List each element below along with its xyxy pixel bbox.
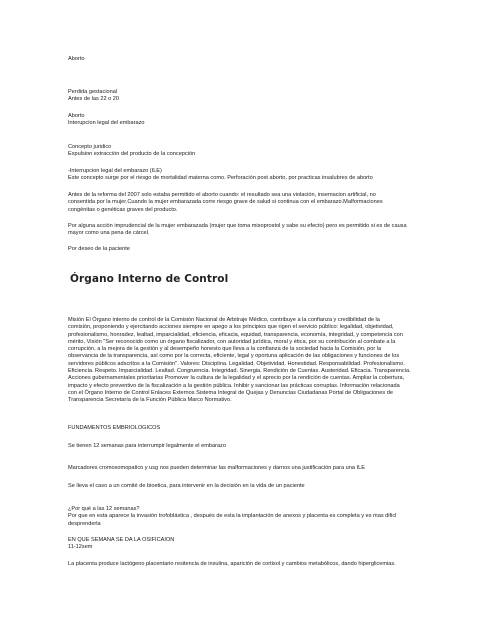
text-line: Perdida gestacional bbox=[68, 89, 118, 95]
paragraph-concepto bbox=[68, 144, 428, 159]
paragraph-osificacion bbox=[68, 537, 428, 552]
paragraph-reforma bbox=[68, 192, 428, 214]
text-line: servidores públicos adscritos a la Comisión". Valores: Disciplina. Legalidad. Objetividad. Honestidad. Responsabilidad. Profesionalismo. bbox=[68, 360, 405, 367]
text-line: comisión, proponiendo y ejercitando acciones siempre en apego a los principios que rigen el servicio público: legalidad, objetividad, bbox=[68, 324, 394, 331]
paragraph-semanas: Se tienen 12 semanas para interrumpir legalmente el embarazo bbox=[68, 443, 226, 449]
paragraph-placenta: La placenta produce lactógeno placentario resitencia de insulina, aparición de cortisol y cambios metabólicos, dando hiperglicemias. bbox=[68, 561, 396, 567]
text-line: Misión El Órgano interno de control de la Comisión Nacional de Arbitraje Médico, contribuye a la confianza y credibilidad de la bbox=[68, 317, 380, 323]
paragraph-fundamentos: FUNDAMENTOS EMBRIOLOGICOS bbox=[68, 425, 161, 431]
paragraph-deseo: Por deseo de la paciente bbox=[68, 246, 130, 252]
text-line: Por alguna acción imprudencial de la mujer embarazada (mujer que toma misoprostol y sabe su efecto) pero es permitido si es de causa bbox=[68, 223, 407, 229]
text-line: EN QUE SEMANA SE DA LA OSIFICAION bbox=[68, 537, 175, 543]
text-line: Antes de las 22 o 20 bbox=[68, 96, 120, 103]
doc-title: Aborto bbox=[68, 56, 85, 62]
text-line: mérito. Visión "Ser reconocido como un órgano fiscalizador, con autoridad jurídica, moral y ética, por su contribución al combate a la bbox=[68, 338, 396, 345]
paragraph-perdida bbox=[68, 89, 428, 104]
text-line: Expulsion extracción del producto de la concepción bbox=[68, 151, 196, 158]
text-line: desprenderla bbox=[68, 520, 101, 527]
text-line: consentida por la mujer.Cuando la mujer embarazada corre riesgo grave de salud si continua con el embarazo.Malformaciones bbox=[68, 199, 383, 206]
paragraph-mision bbox=[68, 317, 428, 405]
text-line: Antes de la reforma del 2007 solo estaba permitido el aborto cuando: el resultado sea una violación, insemacion artificial, no bbox=[68, 192, 376, 198]
text-line: Por que en esta aparece la invasión trofoblástica , después de esta la implantación de anexos y placenta es completa y es mas dificl bbox=[68, 513, 397, 520]
paragraph-ile bbox=[68, 168, 428, 183]
text-line: Interupcion legal del embarazo bbox=[68, 120, 145, 127]
text-line: corrupción, a la mejora de la gestión y al desempeño honesto que lleva a la confianza de la sociedad hacia la Comisión, por la bbox=[68, 346, 382, 353]
text-line: observancia de la transparencia, así como por la correcta, eficiente, legal y oportuna aplicación de las obligaciones y funciones de los bbox=[68, 353, 400, 360]
text-line: con el Órgano Interno de Control Enlaces Externos Sistema Integral de Quejas y Denuncias Ciudadanas Portal de Obligaciones de bbox=[68, 389, 393, 396]
text-line: Concepto juridico bbox=[68, 144, 112, 150]
paragraph-marcadores: Marcadores cromosomopatico y usg nos pueden determinar las malformaciones y darnos una justificación para una ILE bbox=[68, 465, 365, 471]
text-line: impacto y efecto preventivo de la fiscalización a la gestión pública. Inhibir y sancionar las prácticas corruptas. Información relacionada bbox=[68, 382, 400, 389]
paragraph-pregunta bbox=[68, 506, 428, 528]
paragraph-imprudencial bbox=[68, 223, 428, 238]
paragraph-comite: Se lleva el caso a un comité de bioetica, para intervenir en la decisión en la vida de un paciente bbox=[68, 483, 305, 489]
section-heading: Órgano Interno de Control bbox=[70, 273, 229, 285]
text-line: Acciones gubernamentales prioritarias Promover la cultura de la legalidad y el aprecio por la rendición de cuentas. Ampliar la cobertura, bbox=[68, 375, 405, 382]
text-line: Aborto bbox=[68, 113, 85, 119]
text-line: 11-12sem bbox=[68, 544, 93, 551]
text-line: Transparencia Secretaría de la Función Pública Marco Normativo. bbox=[68, 397, 232, 404]
text-line: congénitas o genéticas graves del producto. bbox=[68, 206, 178, 213]
paragraph-aborto bbox=[68, 113, 428, 128]
text-line: Este concepto surge por el riesgo de mortalidad materna como. Perforación post aborto, por practicas insalubres de aborto bbox=[68, 175, 373, 182]
text-line: profesionalismo, honradez, lealtad, imparcialidad, eficiencia, eficacia, equidad, transparencia, economía, integridad, y competencia con bbox=[68, 331, 403, 338]
text-line: Eficiencia. Respeto. Imparcialidad. Lealtad. Congruencia. Integridad. Sinergia. Rendición de Cuentas. Austeridad. Eficacia. Transparencia. bbox=[68, 368, 411, 375]
text-line: -Interrupcion legal del embarazo (ILE) bbox=[68, 168, 162, 174]
text-line: ¿Por qué a las 12 semanas? bbox=[68, 506, 140, 512]
text-line: mayor como una pena de cárcel. bbox=[68, 230, 150, 237]
